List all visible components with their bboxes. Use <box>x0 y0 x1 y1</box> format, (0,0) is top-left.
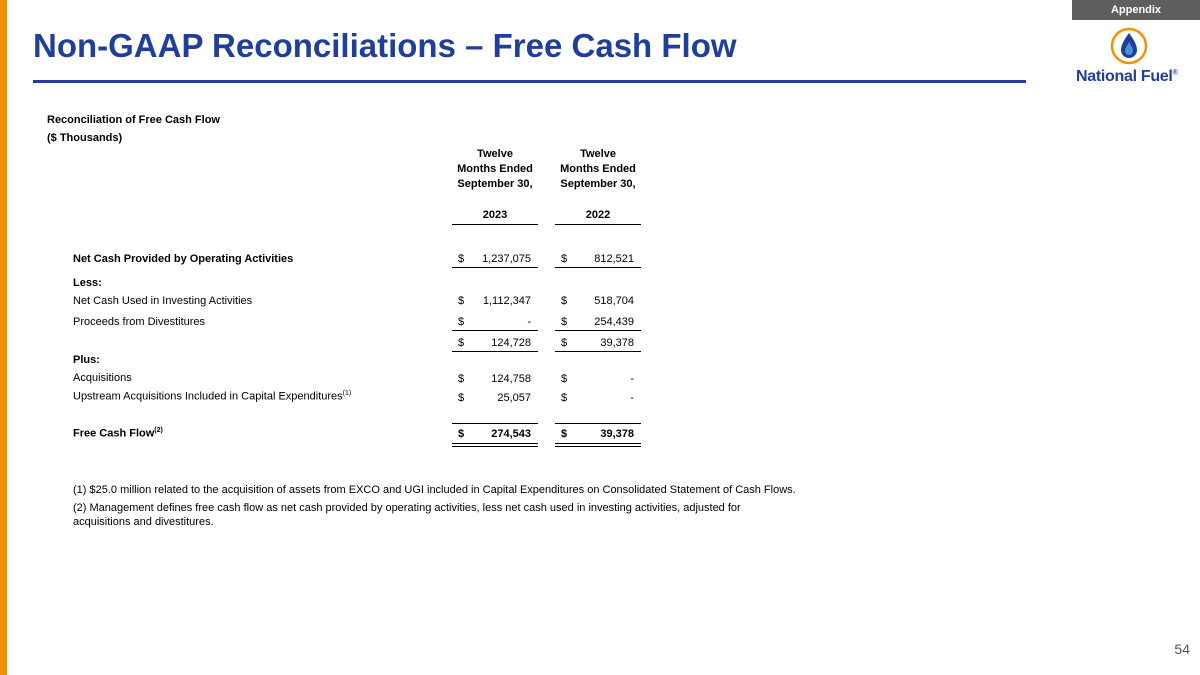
double-rule <box>452 446 538 447</box>
value-acquisitions-2022: - <box>630 373 634 385</box>
row-rule <box>452 330 538 331</box>
currency-sign: $ <box>561 392 568 404</box>
row-rule <box>452 267 538 268</box>
double-rule <box>452 443 538 444</box>
row-rule <box>555 423 641 424</box>
year-underline-2023 <box>452 224 538 225</box>
row-label-acquisitions: Acquisitions <box>73 372 132 384</box>
title-underline <box>33 80 1026 83</box>
footnote-marker: (1) <box>342 390 352 397</box>
currency-sign: $ <box>561 337 568 349</box>
row-rule <box>452 423 538 424</box>
value-divestitures-2022: 254,439 <box>594 316 634 328</box>
left-accent-bar <box>0 0 7 675</box>
footnote-marker: (2) <box>154 427 163 434</box>
value-fcf-2023: 274,543 <box>491 428 531 440</box>
currency-sign: $ <box>561 316 568 328</box>
units-label: ($ Thousands) <box>47 132 123 144</box>
value-investing-2023: 1,112,347 <box>482 295 531 307</box>
row-rule <box>452 351 538 352</box>
appendix-tab: Appendix <box>1072 0 1200 20</box>
column-header-2023: Twelve Months Ended September 30, <box>457 148 533 190</box>
footnote-1: (1) $25.0 million related to the acquisition of assets from EXCO and UGI included in Capital Expenditures on Consolidated Statement of Cash Flows. <box>73 484 796 496</box>
page-number: 54 <box>1174 641 1190 657</box>
row-label-divestitures: Proceeds from Divestitures <box>73 316 206 328</box>
column-header-2022: Twelve Months Ended September 30, <box>560 148 636 190</box>
row-rule <box>555 330 641 331</box>
section-label-plus: Plus: <box>73 354 100 366</box>
currency-sign: $ <box>561 295 568 307</box>
currency-sign: $ <box>458 428 465 440</box>
row-label-upstream: Upstream Acquisitions Included in Capital Expenditures$^{(1)}$ <box>73 390 352 403</box>
currency-sign: $ <box>561 428 568 440</box>
double-rule <box>555 446 641 447</box>
currency-sign: $ <box>458 337 465 349</box>
table-heading: Reconciliation of Free Cash Flow <box>47 114 220 126</box>
logo-text: National Fuel® <box>1076 68 1178 85</box>
year-underline-2022 <box>555 224 641 225</box>
value-subtotal-2022: 39,378 <box>600 337 634 349</box>
national-fuel-logo <box>1076 27 1186 87</box>
currency-sign: $ <box>458 253 465 265</box>
year-2023: 2023 <box>482 209 508 221</box>
flame-logo-icon <box>1110 27 1148 65</box>
currency-sign: $ <box>561 253 568 265</box>
value-acquisitions-2023: 124,758 <box>491 373 531 385</box>
footnote-2-line2: acquisitions and divestitures. <box>73 516 214 528</box>
value-divestitures-2023: - <box>527 316 531 328</box>
row-label-operating: Net Cash Provided by Operating Activities <box>73 253 294 265</box>
value-upstream-2023: 25,057 <box>497 392 531 404</box>
value-fcf-2022: 39,378 <box>600 428 634 440</box>
double-rule <box>555 443 641 444</box>
value-subtotal-2023: 124,728 <box>491 337 531 349</box>
value-upstream-2022: - <box>630 392 634 404</box>
currency-sign: $ <box>458 373 465 385</box>
year-2022: 2022 <box>585 209 611 221</box>
currency-sign: $ <box>458 316 465 328</box>
currency-sign: $ <box>561 373 568 385</box>
section-label-less: Less: <box>73 277 102 289</box>
row-rule <box>555 267 641 268</box>
page-title: Non-GAAP Reconciliations – Free Cash Flow <box>33 27 737 64</box>
value-investing-2022: 518,704 <box>594 295 634 307</box>
row-label-investing: Net Cash Used in Investing Activities <box>73 295 253 307</box>
row-rule <box>555 351 641 352</box>
currency-sign: $ <box>458 295 465 307</box>
currency-sign: $ <box>458 392 465 404</box>
value-operating-2023: 1,237,075 <box>482 253 531 265</box>
row-label-free-cash-flow: Free Cash Flow$^{(2)}$ <box>73 427 163 440</box>
footnote-2-line1: (2) Management defines free cash flow as net cash provided by operating activities, less net cash used in investing activities, adjusted for <box>73 502 741 514</box>
value-operating-2022: 812,521 <box>594 253 634 265</box>
